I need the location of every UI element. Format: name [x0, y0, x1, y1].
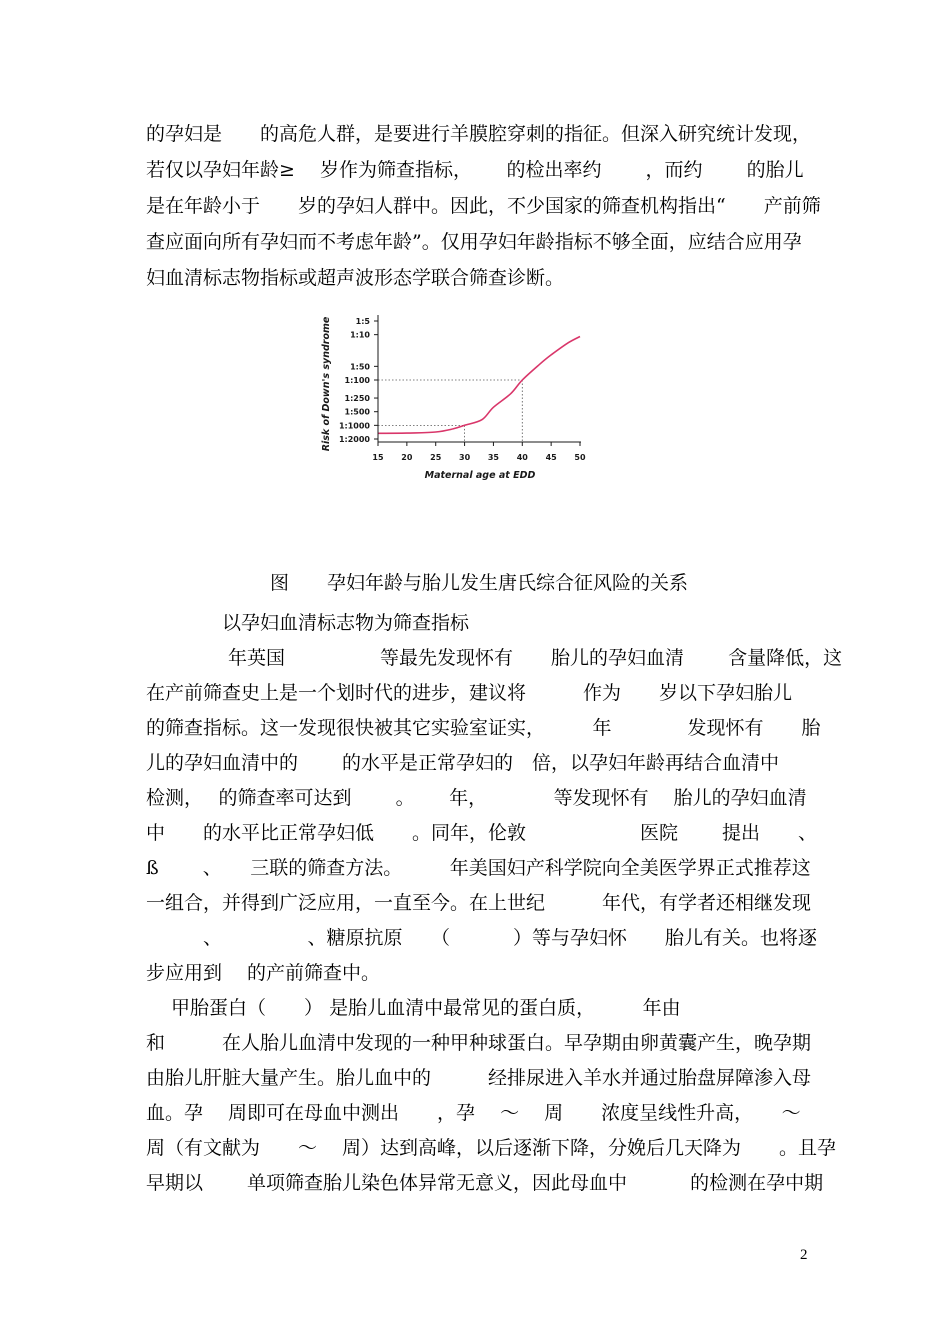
risk-chart-svg: [300, 292, 590, 502]
y-tick-label: 1:2000: [338, 435, 370, 444]
x-tick-label: 25: [430, 453, 442, 462]
risk-chart: [300, 292, 590, 502]
text-line: 早期以 单项筛查胎儿染色体异常无意义，因此母血中 的检测在孕中期: [146, 1172, 824, 1194]
text-line: 的孕妇是 的高危人群，是要进行羊膜腔穿刺的指征。但深入研究统计发现，: [146, 123, 812, 145]
text-line: 查应面向所有孕妇而不考虑年龄”。仅用孕妇年龄指标不够全面，应结合应用孕: [146, 231, 802, 253]
text-line: 年英国 等最先发现怀有 胎儿的孕妇血清 含量降低，这: [146, 647, 843, 669]
section-heading: 以孕妇血清标志物为筛查指标: [222, 612, 470, 634]
y-tick-label: 1:10: [350, 330, 370, 340]
risk-curve: [378, 337, 580, 434]
y-tick-label: 1:500: [344, 407, 370, 417]
y-tick-label: 1:1000: [338, 421, 370, 431]
y-tick-label: 1:50: [350, 362, 370, 372]
text-line: 一组合，并得到广泛应用，一直至今。在上世纪 年代，有学者还相继发现: [146, 892, 812, 914]
text-line: 检测， 的筛查率可达到 。 年， 等发现怀有 胎儿的孕妇血清: [146, 787, 807, 809]
text-line: 由胎儿肝脏大量产生。胎儿血中的 经排尿进入羊水并通过胎盘屏障渗入母: [146, 1067, 812, 1089]
page-number: 2: [800, 1247, 808, 1263]
text-line: 、 、糖原抗原 （ ）等与孕妇怀 胎儿有关。也将逐: [146, 927, 818, 949]
text-line: ß 、 三联的筛查方法。 年美国妇产科学院向全美医学界正式推荐这: [146, 857, 811, 879]
x-tick-label: 50: [574, 453, 586, 462]
text-line: 血。孕 周即可在母血中测出 ，孕 ～ 周 浓度呈线性升高， ～: [146, 1102, 801, 1124]
text-line: 儿的孕妇血清中的 的水平是正常孕妇的 倍，以孕妇年龄再结合血清中: [146, 752, 780, 774]
text-line: 的筛查指标。这一发现很快被其它实验室证实， 年 发现怀有 胎: [146, 717, 821, 739]
figure-caption: 图 孕妇年龄与胎儿发生唐氏综合征风险的关系: [270, 572, 689, 594]
x-tick-label: 20: [401, 453, 413, 462]
y-axis-title: Risk of Down's syndrome: [321, 316, 332, 452]
x-tick-label: 45: [545, 453, 557, 462]
x-tick-label: 40: [516, 453, 528, 462]
text-line: 在产前筛查史上是一个划时代的进步，建议将 作为 岁以下孕妇胎儿: [146, 682, 793, 704]
y-tick-label: 1:5: [355, 317, 370, 326]
text-line: 是在年龄小于 岁的孕妇人群中。因此，不少国家的筛查机构指出“ 产前筛: [146, 195, 821, 217]
text-line: 甲胎蛋白（ ） 是胎儿血清中最常见的蛋白质， 年由: [146, 997, 681, 1019]
x-tick-label: 35: [487, 453, 499, 462]
x-axis-title: Maternal age at EDD: [424, 470, 536, 481]
text-line: 若仅以孕妇年龄≥ 岁作为筛查指标， 的检出率约 ，而约 的胎儿: [146, 159, 804, 181]
text-line: 和 在人胎儿血清中发现的一种甲种球蛋白。早孕期由卵黄囊产生，晚孕期: [146, 1032, 812, 1054]
text-line: 周（有文献为 ～ 周）达到高峰，以后逐渐下降，分娩后几天降为 。且孕: [146, 1137, 837, 1159]
text-line: 中 的水平比正常孕妇低 。同年，伦敦 医院 提出 、: [146, 822, 818, 844]
y-tick-label: 1:250: [344, 394, 370, 404]
text-line: 步应用到 的产前筛查中。: [146, 962, 381, 984]
x-tick-label: 30: [459, 453, 471, 462]
text-line: 妇血清标志物指标或超声波形态学联合筛查诊断。: [146, 267, 565, 289]
x-tick-label: 15: [372, 453, 384, 462]
y-tick-label: 1:100: [344, 376, 370, 385]
